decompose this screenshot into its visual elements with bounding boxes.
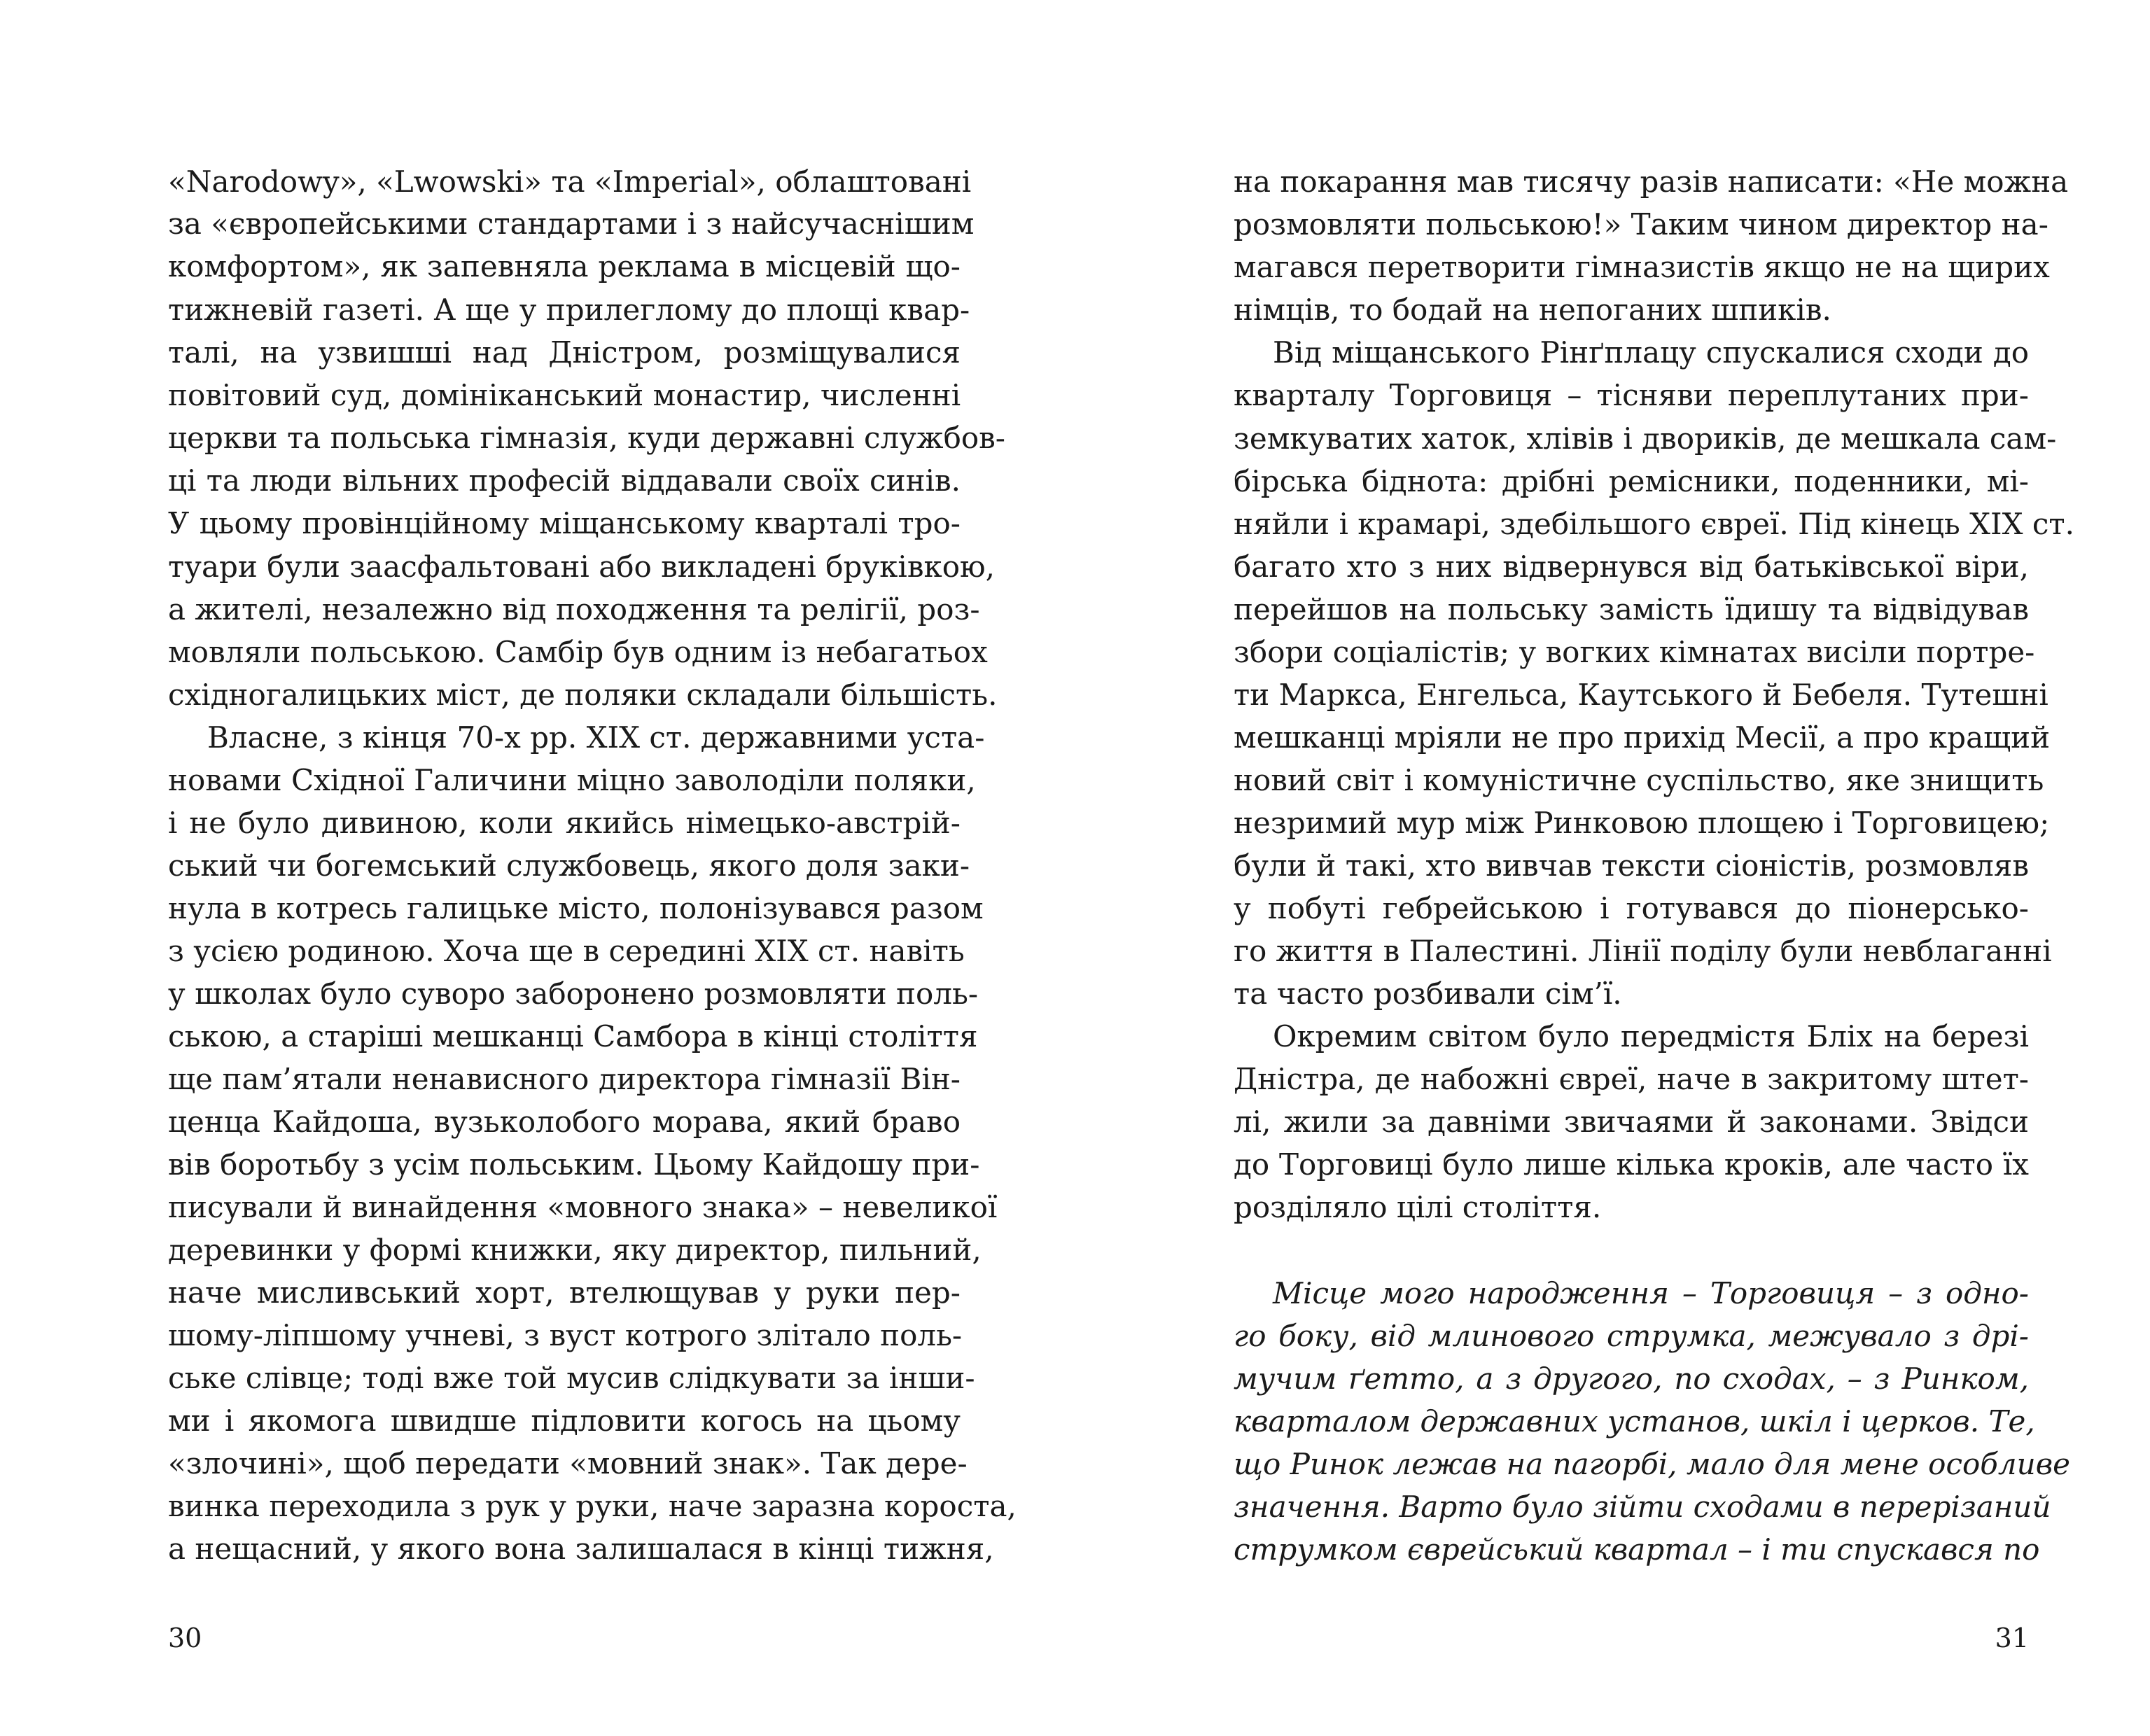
text-line: новами Східної Галичини міцно заволоділи поляки, xyxy=(168,763,976,797)
text-line: а жителі, незалежно від походження та релігії, роз- xyxy=(168,592,980,626)
text-line: земкуватих хаток, хлівів і двориків, де мешкала сам- xyxy=(1234,421,2057,456)
text-line: У цьому провінційному міщанському кварталі тро- xyxy=(168,506,961,540)
text-line: східногалицьких міст, де поляки складали більшість. xyxy=(168,678,998,712)
text-line: розділяло цілі століття. xyxy=(1234,1190,1602,1224)
text-line: струмком єврейський квартал – і ти спускався по xyxy=(1234,1532,2040,1567)
page-number-right: 31 xyxy=(1995,1623,2029,1653)
text-line: та часто розбивали сім’ї. xyxy=(1234,976,1622,1011)
text-line: Окремим світом було передмістя Бліх на березі xyxy=(1273,1019,2029,1054)
text-line: німців, то бодай на непоганих шпиків. xyxy=(1234,293,1831,327)
text-line: ці та люди вільних професій віддавали своїх синів. xyxy=(168,463,961,498)
text-line: незримий мур між Ринковою площею і Торговицею; xyxy=(1234,806,2050,840)
text-line: ський чи богемський службовець, якого доля заки- xyxy=(168,848,970,883)
text-line: за «європейськими стандартами і з найсучаснішим xyxy=(168,206,975,241)
text-line: мучим ґетто, а з другого, по сходах, – з Ринком, xyxy=(1234,1362,2029,1396)
text-line: перейшов на польську замість їдишу та відвідував xyxy=(1234,592,2029,626)
text-line: були й такі, хто вивчав тексти сіоністів, розмовляв xyxy=(1234,848,2029,883)
text-line: лі, жили за давніми звичаями й законами. Звідси xyxy=(1234,1105,2029,1139)
right-page xyxy=(1075,0,2150,1736)
text-line: до Торговиці було лише кілька кроків, але часто їх xyxy=(1234,1147,2029,1182)
text-line: а нещасний, у якого вона залишалася в кінці тижня, xyxy=(168,1532,994,1566)
text-line: «злочині», щоб передати «мовний знак». Так дере- xyxy=(168,1446,968,1480)
text-line: деревинки у формі книжки, яку директор, пильний, xyxy=(168,1233,982,1267)
text-line: мешканці мріяли не про прихід Месії, а про кращий xyxy=(1234,720,2051,755)
text-line: бірська біднота: дрібні ремісники, поденники, мі- xyxy=(1234,464,2029,498)
right-page-text xyxy=(1075,0,2150,1736)
page-number-left: 30 xyxy=(168,1623,202,1653)
text-line: комфортом», як запевняла реклама в місцевій що- xyxy=(168,249,961,284)
text-line: «Narodowy», «Lwowski» та «Imperial», облаштовані xyxy=(168,164,972,199)
text-line: кварталу Торговиця – тісняви переплутаних при- xyxy=(1234,378,2029,412)
text-line: значення. Варто було зійти сходами в перерізаний xyxy=(1234,1490,2051,1524)
text-line: новий світ і комуністичне суспільство, яке знищить xyxy=(1234,763,2044,797)
text-line: го боку, від млинового струмка, межувало з дрі- xyxy=(1234,1319,2029,1353)
text-line: талі, на узвишші над Дністром, розміщувалися xyxy=(168,335,961,370)
text-line: писували й винайдення «мовного знака» – невеликої xyxy=(168,1190,998,1224)
text-line: го життя в Палестині. Лінії поділу були невблаганні xyxy=(1234,934,2052,968)
text-line: на покарання мав тисячу разів написати: «Не можна xyxy=(1234,164,2069,199)
text-line: багато хто з них відвернувся від батьківської віри, xyxy=(1234,550,2029,584)
text-line: ми і якомога швидше підловити когось на цьому xyxy=(168,1404,961,1438)
text-line: з усією родиною. Хоча ще в середині XIX ст. навіть xyxy=(168,934,965,968)
text-line: церкви та польська гімназія, куди державні службов- xyxy=(168,421,1005,455)
text-line: ти Маркса, Енгельса, Каутського й Бебеля. Тутешні xyxy=(1234,678,2048,712)
text-line: тижневій газеті. А ще у прилеглому до площі квар- xyxy=(168,293,970,327)
text-line: няйли і крамарі, здебільшого євреї. Під кінець XIX ст. xyxy=(1234,507,2074,541)
text-line: ценца Кайдоша, вузьколобого морава, який браво xyxy=(168,1105,961,1139)
text-line: збори соціалістів; у вогких кімнатах висіли портре- xyxy=(1234,635,2035,669)
text-line: нула в котресь галицьке місто, полонізувався разом xyxy=(168,891,984,925)
text-line: наче мисливський хорт, втелющував у руки пер- xyxy=(168,1275,961,1310)
text-line: ське слівце; тоді вже той мусив слідкувати за інши- xyxy=(168,1361,975,1395)
text-line: мовляли польською. Самбір був одним із небагатьох xyxy=(168,635,988,669)
text-line: шому-ліпшому учневі, з вуст котрого злітало поль- xyxy=(168,1318,963,1352)
text-line: у школах було суворо заборонено розмовляти поль- xyxy=(168,976,979,1011)
text-line: Місце мого народження – Торговиця – з одно- xyxy=(1273,1276,2029,1310)
text-line: вів боротьбу з усім польським. Цьому Кайдошу при- xyxy=(168,1147,980,1182)
text-line: і не було дивиною, коли якийсь німецько-австрій- xyxy=(168,806,961,840)
text-line: Від міщанського Рінґплацу спускалися сходи до xyxy=(1273,335,2029,370)
text-line: у побуті гебрейською і готувався до піонерсько- xyxy=(1234,891,2029,925)
text-line: що Ринок лежав на пагорбі, мало для мене особливе xyxy=(1234,1447,2070,1481)
text-line: ще пам’ятали ненависного директора гімназії Він- xyxy=(168,1062,961,1096)
text-line: Власне, з кінця 70-х рр. XIX ст. державними уста- xyxy=(207,720,985,755)
text-line: туари були заасфальтовані або викладені бруківкою, xyxy=(168,550,995,584)
text-line: повітовий суд, домініканський монастир, численні xyxy=(168,378,961,412)
text-line: розмовляти польською!» Таким чином директор на- xyxy=(1234,207,2048,241)
text-line: винка переходила з рук у руки, наче заразна короста, xyxy=(168,1489,1017,1523)
text-line: ською, а старіші мешканці Самбора в кінці століття xyxy=(168,1019,978,1054)
text-line: магався перетворити гімназистів якщо не на щирих xyxy=(1234,250,2050,284)
text-line: Дністра, де набожні євреї, наче в закритому штет- xyxy=(1234,1062,2029,1096)
text-line: кварталом державних установ, шкіл і церков. Те, xyxy=(1234,1404,2035,1438)
